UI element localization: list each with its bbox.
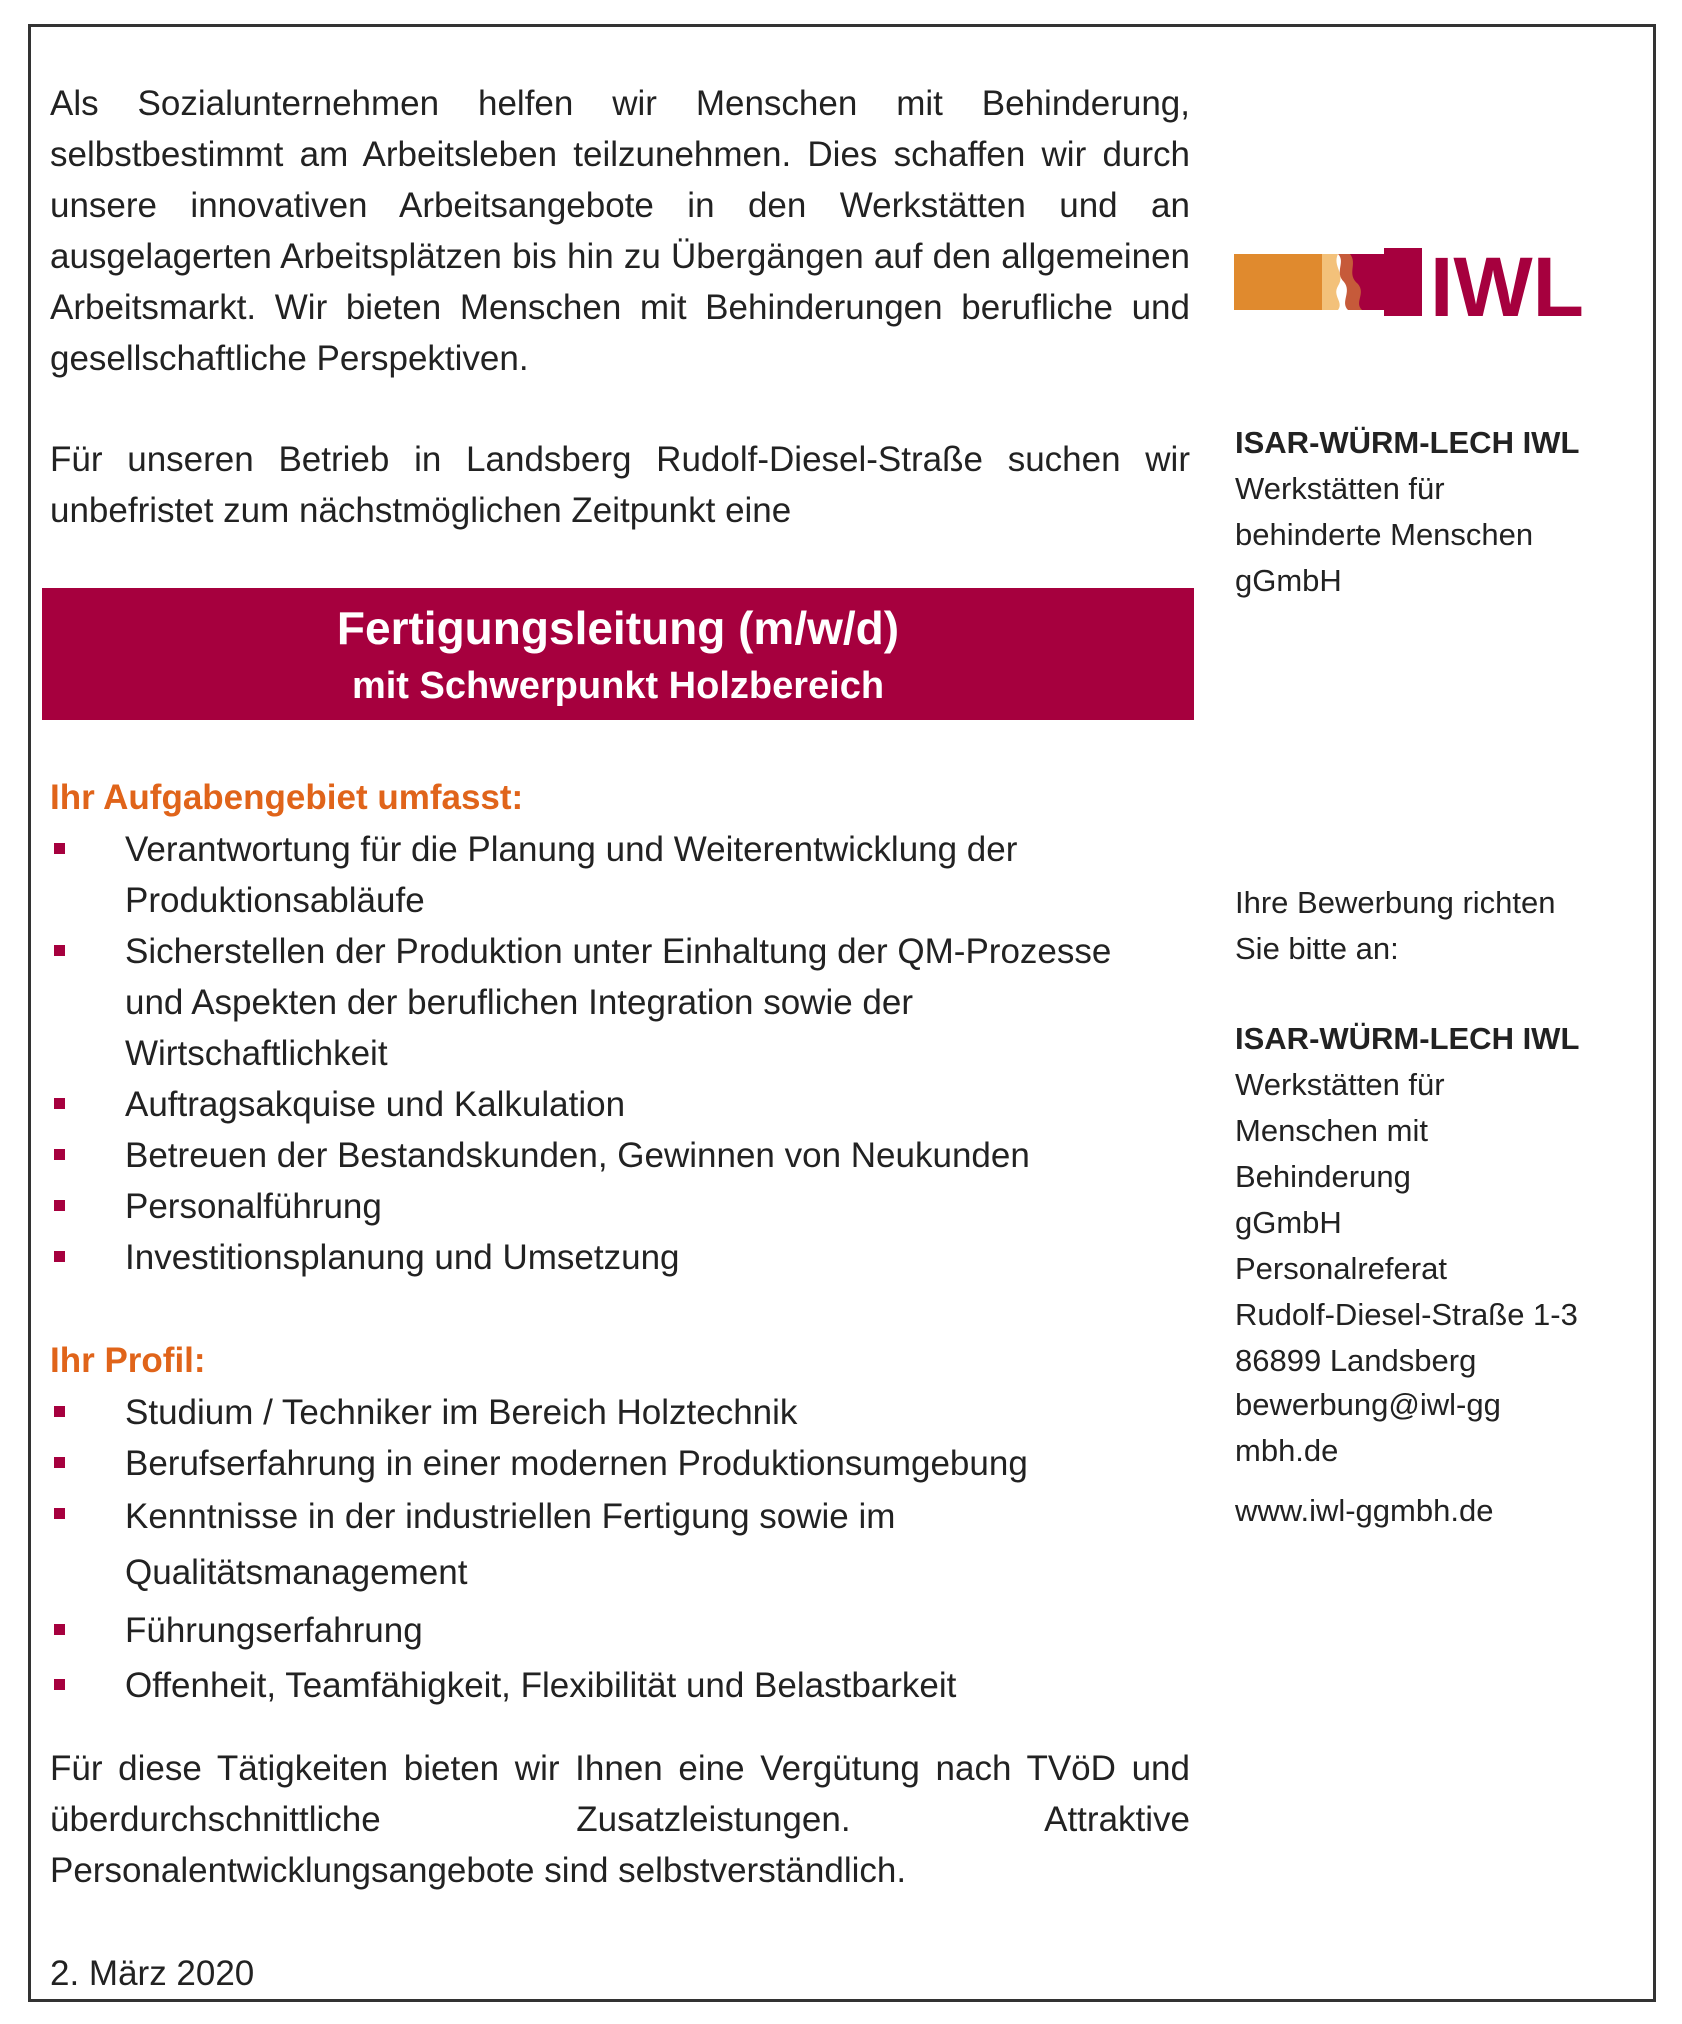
address-line: Personalreferat (1235, 1251, 1447, 1286)
bullet-icon (54, 1679, 65, 1690)
apply-block (1235, 880, 1635, 972)
address-line: gGmbH (1235, 1205, 1342, 1240)
bullet-icon (54, 1457, 65, 1468)
profile-list (50, 1387, 1200, 1711)
bullet-icon (54, 1098, 65, 1109)
profile-heading: Ihr Profil: (50, 1341, 206, 1380)
bullet-icon (54, 1508, 65, 1519)
list-item: Kenntnisse in der industriellen Fertigung sowie im Qualitätsmanagement (50, 1489, 1200, 1601)
closing-paragraph: Für diese Tätigkeiten bieten wir Ihnen eine Vergütung nach TVöD und überdurchschnittliche Zusatzleistungen. Attraktive Personalentwicklungsangebote sind selbstverständlich. (50, 1749, 1190, 1890)
bullet-icon (54, 1251, 65, 1262)
list-item: Verantwortung für die Planung und Weiterentwicklung der Produktionsabläufe (50, 824, 1200, 926)
closing-section (50, 1743, 1200, 1896)
tasks-heading: Ihr Aufgabengebiet umfasst: (50, 778, 524, 817)
list-item: Auftragsakquise und Kalkulation (50, 1079, 1200, 1130)
email-link[interactable]: bewerbung@iwl-ggmbh.de (1235, 1387, 1501, 1468)
company-name: ISAR-WÜRM-LECH IWL (1235, 425, 1580, 460)
job-title: Fertigungsleitung (m/w/d) (336, 602, 900, 654)
job-subtitle: mit Schwerpunkt Holzbereich (351, 665, 885, 707)
iwl-logo (1234, 236, 1634, 328)
list-item: Personalführung (50, 1181, 1200, 1232)
list-item: Berufserfahrung in einer modernen Produktionsumgebung (50, 1438, 1200, 1489)
company-block (1235, 420, 1635, 604)
bullet-icon (54, 945, 65, 956)
list-item: Offenheit, Teamfähigkeit, Flexibilität und Belastbarkeit (50, 1660, 1200, 1711)
bullet-icon (54, 1149, 65, 1160)
address-line: 86899 Landsberg (1235, 1343, 1477, 1378)
bullet-icon (54, 843, 65, 854)
list-item: Betreuen der Bestandskunden, Gewinnen von Neukunden (50, 1130, 1200, 1181)
address-block (1235, 1016, 1635, 1384)
position-paragraph: Für unseren Betrieb in Landsberg Rudolf-Diesel-Straße suchen wir unbefristet zum nächstmöglichen Zeitpunkt eine (50, 440, 1190, 530)
list-item: Investitionsplanung und Umsetzung (50, 1232, 1200, 1283)
job-title-banner (42, 588, 1194, 720)
list-item: Studium / Techniker im Bereich Holztechnik (50, 1387, 1200, 1438)
bullet-icon (54, 1200, 65, 1211)
logo-wordmark: IWL (1430, 240, 1584, 328)
bullet-icon (54, 1406, 65, 1417)
profile-section (50, 1335, 1200, 1711)
contact-block (1235, 1382, 1635, 1534)
website-link[interactable]: www.iwl-ggmbh.de (1235, 1493, 1494, 1528)
logo-graphic (1234, 236, 1634, 328)
address-line: Werkstätten für Menschen mit Behinderung (1235, 1067, 1445, 1194)
tasks-list (50, 824, 1200, 1283)
date: 2. März 2020 (50, 1954, 255, 1993)
intro-paragraph: Als Sozialunternehmen helfen wir Menschen mit Behinderung, selbstbestimmt am Arbeitsleben teilzunehmen. Dies schaffen wir durch unsere innovativen Arbeitsangebote in den Werkstätten und an ausgelagerten Arbeitsplätzen bis hin zu Übergängen auf den allgemeinen Arbeitsmarkt. Wir bieten Menschen mit Behinderungen berufliche und gesellschaftliche Perspektiven. (50, 84, 1190, 378)
intro-section (50, 78, 1190, 536)
tasks-section (50, 772, 1200, 1283)
list-item: Sicherstellen der Produktion unter Einhaltung der QM-Prozesse und Aspekten der beruflichen Integration sowie der Wirtschaftlichkeit (50, 926, 1200, 1079)
bullet-icon (54, 1624, 65, 1635)
list-item: Führungserfahrung (50, 1605, 1200, 1656)
apply-intro: Ihre Bewerbung richten Sie bitte an: (1235, 885, 1556, 966)
address-company: ISAR-WÜRM-LECH IWL (1235, 1021, 1580, 1056)
address-line: Rudolf-Diesel-Straße 1-3 (1235, 1297, 1578, 1332)
company-subtitle: Werkstätten für behinderte Menschen gGmbH (1235, 471, 1534, 598)
